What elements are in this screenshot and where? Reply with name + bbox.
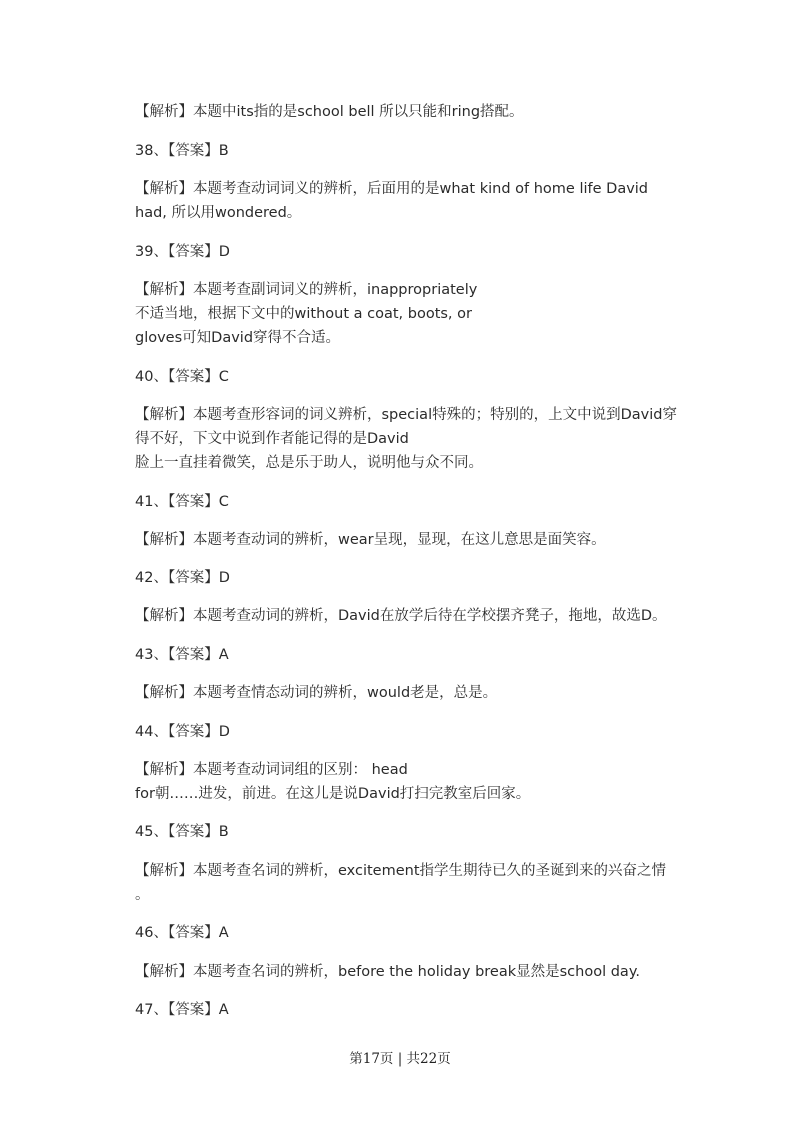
explanation-45: 【解析】本题考查名词的辨析，excitement指学生期待已久的圣诞到来的兴奋之情 bbox=[135, 863, 667, 879]
explanation-43: 【解析】本题考查情态动词的辨析，would老是，总是。 bbox=[135, 685, 498, 701]
explanation-38: 【解析】本题考查动词词义的辨析，后面用的是what kind of home life David bbox=[135, 181, 649, 197]
explanation-40-cont-2: 脸上一直挂着微笑，总是乐于助人，说明他与众不同。 bbox=[135, 455, 483, 471]
explanation-39-cont-1: 不适当地，根据下文中的without a coat, boots, or bbox=[135, 306, 472, 322]
explanation-44-cont: for朝……进发，前进。在这儿是说David打扫完教室后回家。 bbox=[135, 786, 531, 802]
answer-47: 47、【答案】A bbox=[135, 1002, 229, 1018]
answer-44: 44、【答案】D bbox=[135, 724, 230, 740]
explanation-37: 【解析】本题中its指的是school bell 所以只能和ring搭配。 bbox=[135, 104, 524, 120]
explanation-42: 【解析】本题考查动词的辨析，David在放学后待在学校摆齐凳子，拖地，故选D。 bbox=[135, 608, 667, 624]
explanation-40-cont-1: 得不好，下文中说到作者能记得的是David bbox=[135, 431, 409, 447]
explanation-46: 【解析】本题考查名词的辨析，before the holiday break显然是school day. bbox=[135, 964, 640, 980]
page-footer: 第17页 | 共22页 bbox=[349, 1051, 451, 1067]
answer-38: 38、【答案】B bbox=[135, 143, 229, 159]
answer-45: 45、【答案】B bbox=[135, 824, 229, 840]
explanation-45-cont: 。 bbox=[135, 887, 150, 903]
answer-46: 46、【答案】A bbox=[135, 925, 229, 941]
explanation-41: 【解析】本题考查动词的辨析，wear呈现，显现，在这儿意思是面笑容。 bbox=[135, 532, 606, 548]
explanation-39-cont-2: gloves可知David穿得不合适。 bbox=[135, 330, 341, 346]
answer-39: 39、【答案】D bbox=[135, 244, 230, 260]
answer-41: 41、【答案】C bbox=[135, 494, 229, 510]
explanation-44: 【解析】本题考查动词词组的区别： head bbox=[135, 762, 408, 778]
explanation-40: 【解析】本题考查形容词的词义辨析，special特殊的；特别的，上文中说到David穿 bbox=[135, 407, 677, 423]
explanation-38-cont: had, 所以用wondered。 bbox=[135, 205, 302, 221]
answer-43: 43、【答案】A bbox=[135, 647, 229, 663]
explanation-39: 【解析】本题考查副词词义的辨析，inappropriately bbox=[135, 282, 478, 298]
answer-40: 40、【答案】C bbox=[135, 369, 229, 385]
answer-42: 42、【答案】D bbox=[135, 570, 230, 586]
